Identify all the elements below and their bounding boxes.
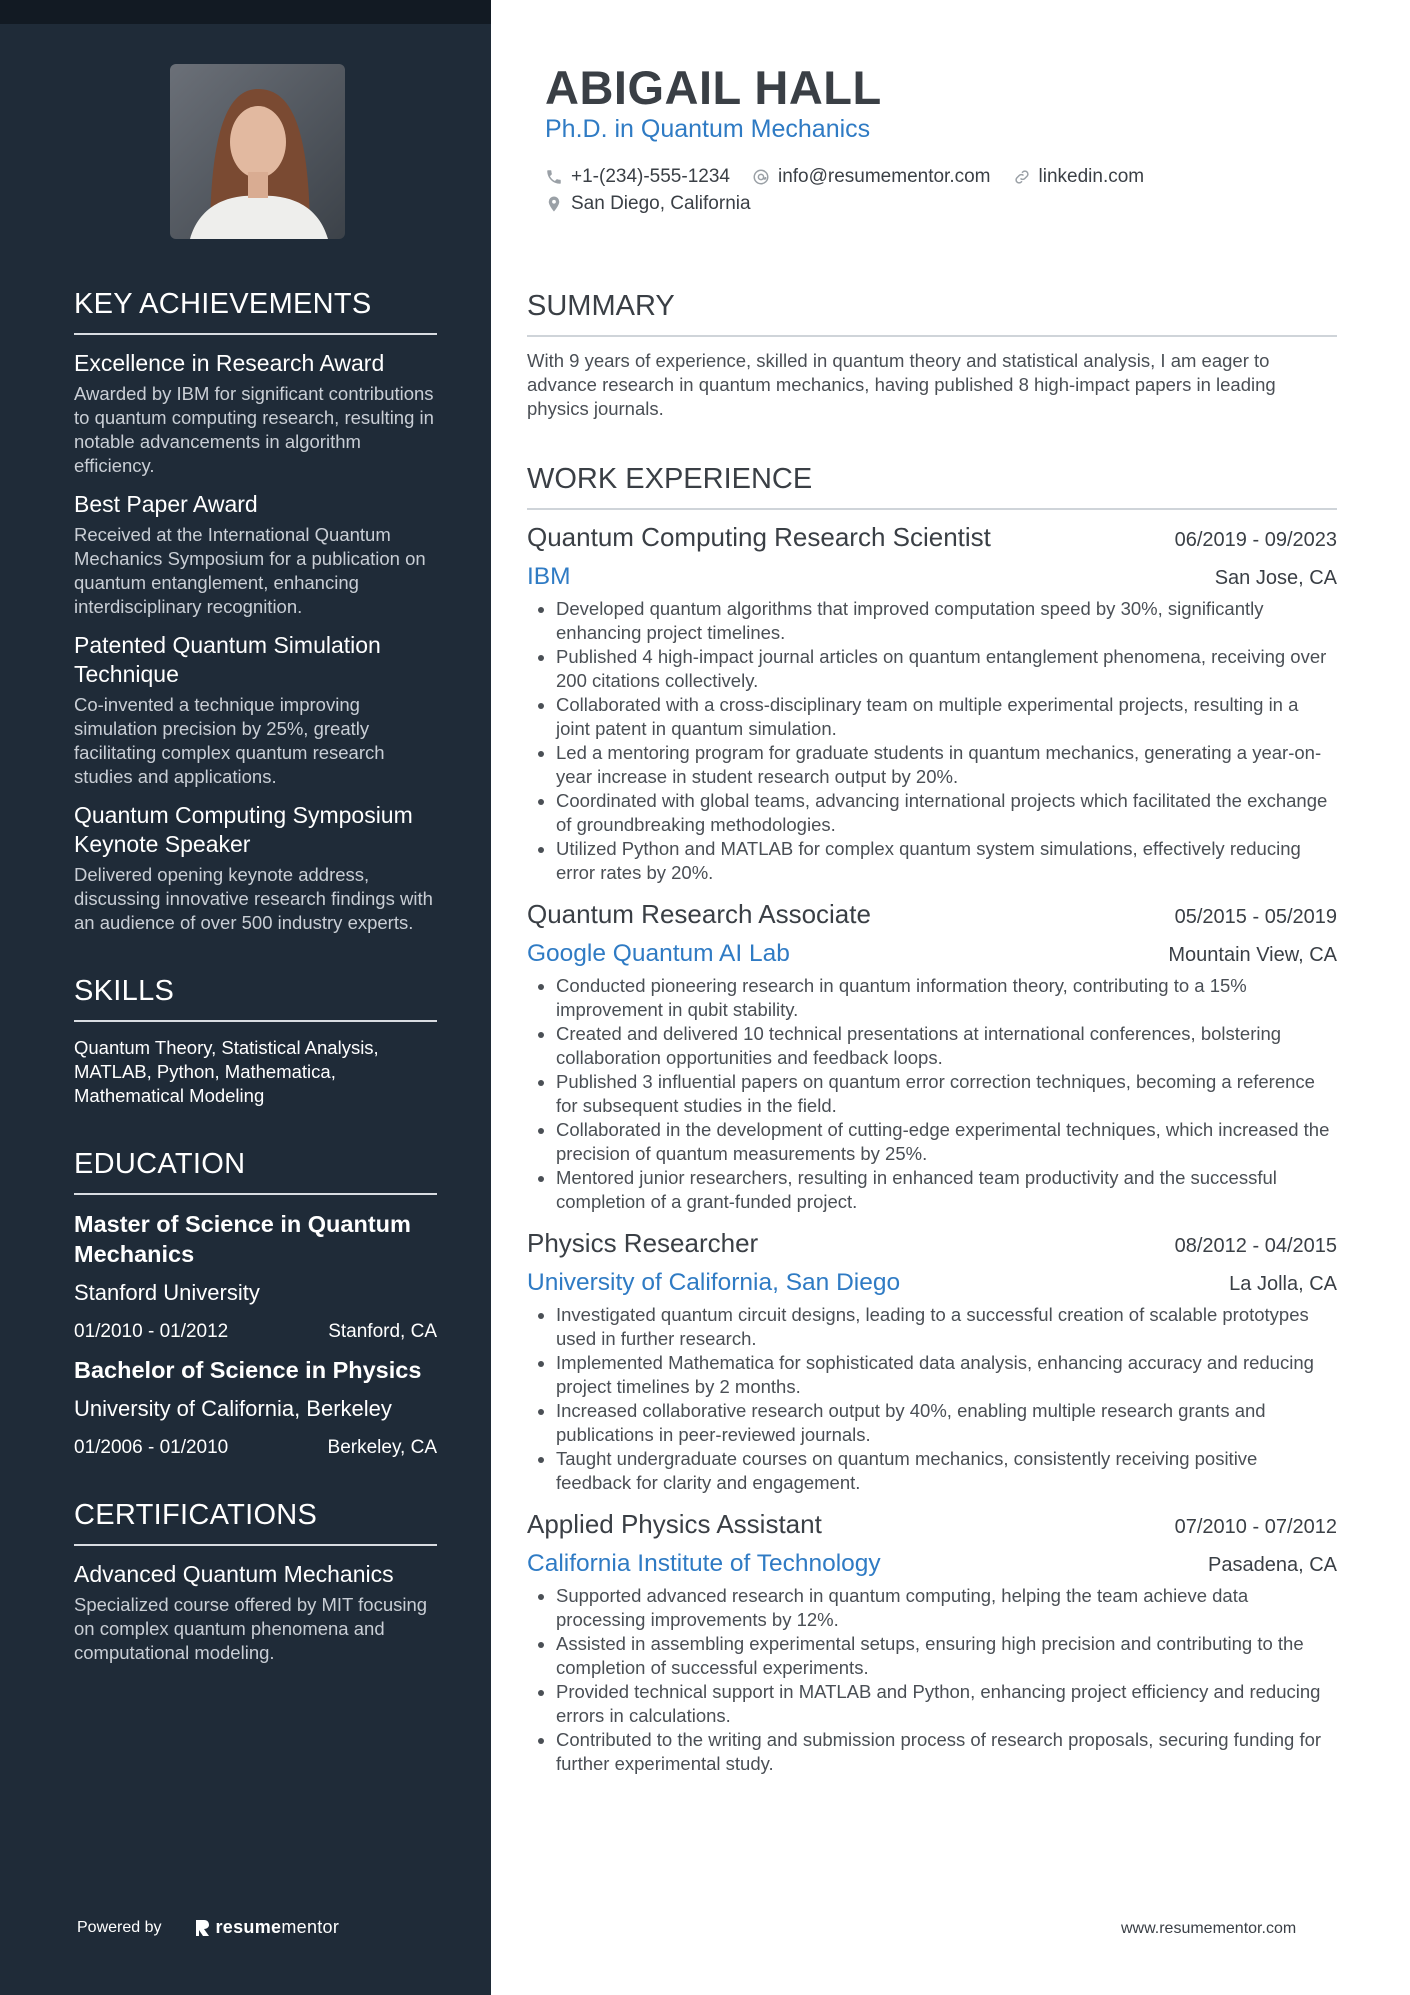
achievements-heading: KEY ACHIEVEMENTS	[74, 288, 437, 335]
education-item	[74, 1209, 437, 1343]
achievement-title: Excellence in Research Award	[74, 350, 385, 376]
education-dates: 01/2006 - 01/2010	[74, 1437, 229, 1458]
summary-heading: SUMMARY	[527, 290, 1337, 337]
education-dates: 01/2010 - 01/2012	[74, 1321, 229, 1342]
education-heading: EDUCATION	[74, 1148, 437, 1195]
job-bullet: • Increased collaborative research output by 40%, enabling multiple research grants and publications in peer-reviewed journals.	[556, 1399, 1337, 1447]
education-location: Berkeley, CA	[327, 1437, 437, 1458]
education-meta	[74, 1321, 437, 1343]
education-degree: Bachelor of Science in Physics	[74, 1357, 422, 1383]
certification-desc: Specialized course offered by MIT focusing on complex quantum phenomena and computational modeling.	[74, 1594, 428, 1663]
job-dates: 05/2015 - 05/2019	[1174, 906, 1337, 928]
achievement-item	[74, 349, 437, 478]
job-bullet: • Implemented Mathematica for sophisticated data analysis, enhancing accuracy and reducing project timelines by 2 months.	[556, 1351, 1337, 1399]
skills-list: Quantum Theory, Statistical Analysis, MATLAB, Python, Mathematica, Mathematical Modeling	[74, 1037, 379, 1106]
brand-name-light: mentor	[281, 1917, 340, 1937]
job-title: Physics Researcher	[527, 1228, 759, 1258]
job-company: IBM	[527, 563, 571, 590]
certification-title: Advanced Quantum Mechanics	[74, 1561, 394, 1587]
education-item	[74, 1355, 437, 1459]
sidebar-top-bar	[0, 0, 491, 24]
job-bullet: • Contributed to the writing and submission process of research proposals, securing funding for further experimental study.	[556, 1728, 1337, 1776]
skills-heading: SKILLS	[74, 975, 437, 1022]
link-icon	[1013, 168, 1031, 186]
achievement-title: Patented Quantum Simulation Technique	[74, 632, 381, 687]
job-bullet: • Conducted pioneering research in quantum information theory, contributing to a 15% improvement in qubit stability.	[556, 974, 1337, 1022]
achievement-item	[74, 490, 437, 619]
powered-by	[77, 1917, 339, 1938]
job-bullet: • Mentored junior researchers, resulting in enhanced team productivity and the successful completion of a grant-funded project.	[556, 1166, 1337, 1214]
powered-by-label: Powered by	[77, 1918, 162, 1936]
job-bullet: • Collaborated with a cross-disciplinary team on multiple experimental projects, resulting in a joint patent in quantum simulation.	[556, 693, 1337, 741]
experience-section	[527, 463, 1337, 1790]
footer-url[interactable]: www.resumementor.com	[1121, 1920, 1297, 1937]
brand-name-bold: resume	[215, 1917, 282, 1937]
experience-heading: WORK EXPERIENCE	[527, 463, 1337, 510]
job-bullet: • Taught undergraduate courses on quantum mechanics, consistently receiving positive feedback for clarity and engagement.	[556, 1447, 1337, 1495]
job-bullet: • Developed quantum algorithms that improved computation speed by 30%, significantly enhancing project timelines.	[556, 597, 1337, 645]
contact-location	[545, 193, 751, 215]
job-bullet: • Published 3 influential papers on quantum error correction techniques, becoming a reference for subsequent studies in the field.	[556, 1070, 1337, 1118]
job-bullet: • Investigated quantum circuit designs, leading to a successful creation of scalable prototypes used in further research.	[556, 1303, 1337, 1351]
job-bullet: • Led a mentoring program for graduate students in quantum mechanics, generating a year-on-year increase in student research output by 20%.	[556, 741, 1337, 789]
education-school: University of California, Berkeley	[74, 1396, 392, 1421]
summary-section	[527, 290, 1337, 421]
sidebar-content	[74, 288, 437, 1665]
job-dates: 08/2012 - 04/2015	[1174, 1235, 1337, 1257]
job-company: University of California, San Diego	[527, 1269, 901, 1296]
job-entry	[527, 1509, 1337, 1776]
contact-linkedin[interactable]	[1013, 166, 1145, 188]
job-dates: 06/2019 - 09/2023	[1174, 529, 1337, 551]
certifications-heading: CERTIFICATIONS	[74, 1499, 437, 1546]
contact-info	[545, 163, 1285, 217]
at-icon	[752, 168, 770, 186]
job-title: Applied Physics Assistant	[527, 1509, 822, 1539]
job-bullets	[527, 1584, 1337, 1776]
education-school: Stanford University	[74, 1280, 260, 1305]
job-bullet: • Assisted in assembling experimental setups, ensuring high precision and contributing to the completion of successful experiments.	[556, 1632, 1337, 1680]
sidebar	[0, 0, 491, 1995]
job-location: Pasadena, CA	[1208, 1554, 1337, 1576]
job-bullet: • Utilized Python and MATLAB for complex quantum system simulations, effectively reducing error rates by 20%.	[556, 837, 1337, 885]
achievement-title: Quantum Computing Symposium Keynote Speaker	[74, 802, 413, 857]
achievement-desc: Received at the International Quantum Mechanics Symposium for a publication on quantum entanglement, enhancing interdisciplinary recognition.	[74, 524, 426, 617]
brand-mark-icon	[194, 1918, 210, 1938]
certification-item	[74, 1560, 437, 1665]
job-bullet: • Coordinated with global teams, advancing international projects which facilitated the exchange of groundbreaking methodologies.	[556, 789, 1337, 837]
job-entry	[527, 522, 1337, 885]
achievement-desc: Delivered opening keynote address, discussing innovative research findings with an audience of over 500 industry experts.	[74, 864, 433, 933]
job-title: Quantum Research Associate	[527, 899, 871, 929]
job-entry	[527, 899, 1337, 1214]
achievement-item	[74, 801, 437, 935]
profile-photo	[170, 64, 345, 239]
achievement-title: Best Paper Award	[74, 491, 258, 517]
job-bullets	[527, 974, 1337, 1214]
job-bullets	[527, 1303, 1337, 1495]
job-location: La Jolla, CA	[1229, 1273, 1337, 1295]
education-degree: Master of Science in Quantum Mechanics	[74, 1211, 411, 1267]
brand-logo[interactable]	[194, 1917, 340, 1938]
job-title: Quantum Computing Research Scientist	[527, 522, 991, 552]
job-bullets	[527, 597, 1337, 885]
contact-email[interactable]	[752, 166, 991, 188]
summary-text: With 9 years of experience, skilled in quantum theory and statistical analysis, I am eager to advance research in quantum mechanics, having published 8 high-impact papers in leading physics journals.	[527, 350, 1276, 419]
job-bullet: • Collaborated in the development of cutting-edge experimental techniques, which increased the precision of quantum measurements by 25%.	[556, 1118, 1337, 1166]
job-bullet: • Created and delivered 10 technical presentations at international conferences, bolstering collaboration opportunities and feedback loops.	[556, 1022, 1337, 1070]
job-dates: 07/2010 - 07/2012	[1174, 1516, 1337, 1538]
achievement-item	[74, 631, 437, 789]
job-bullet: • Provided technical support in MATLAB and Python, enhancing project efficiency and reducing errors in calculations.	[556, 1680, 1337, 1728]
phone-text: +1-(234)-555-1234	[571, 165, 730, 187]
job-bullet: • Supported advanced research in quantum computing, helping the team achieve data processing improvements by 12%.	[556, 1584, 1337, 1632]
job-entry	[527, 1228, 1337, 1495]
candidate-title: Ph.D. in Quantum Mechanics	[545, 115, 871, 143]
achievement-desc: Co-invented a technique improving simulation precision by 25%, greatly facilitating complex quantum research studies and applications.	[74, 694, 385, 787]
job-bullet: • Published 4 high-impact journal articles on quantum entanglement phenomena, receiving over 200 citations collectively.	[556, 645, 1337, 693]
email-text: info@resumementor.com	[777, 165, 991, 187]
job-company: Google Quantum AI Lab	[527, 940, 790, 967]
location-pin-icon	[545, 195, 563, 213]
location-text: San Diego, California	[571, 192, 751, 214]
job-location: Mountain View, CA	[1168, 944, 1337, 966]
contact-phone[interactable]	[545, 166, 730, 188]
education-meta	[74, 1437, 437, 1459]
candidate-name: ABIGAIL HALL	[545, 61, 882, 114]
job-location: San Jose, CA	[1214, 567, 1337, 589]
education-location: Stanford, CA	[328, 1321, 437, 1342]
achievement-desc: Awarded by IBM for significant contributions to quantum computing research, resulting in notable advancements in algorithm efficiency.	[74, 383, 434, 476]
phone-icon	[545, 168, 563, 186]
linkedin-text: linkedin.com	[1038, 165, 1145, 187]
job-company: California Institute of Technology	[527, 1550, 881, 1577]
